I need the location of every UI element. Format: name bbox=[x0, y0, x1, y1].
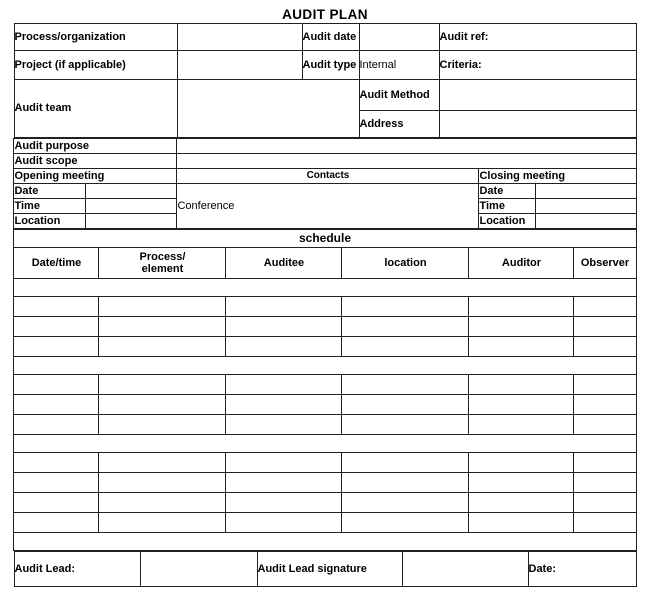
audit-lead-signature-label: Audit Lead signature bbox=[257, 552, 402, 587]
schedule-row bbox=[14, 297, 636, 317]
schedule-cell[interactable] bbox=[574, 375, 636, 395]
schedule-cell[interactable] bbox=[99, 395, 226, 415]
schedule-column-header-line: Process/ bbox=[139, 250, 186, 263]
schedule-cell[interactable] bbox=[99, 415, 226, 435]
audit-method-label: Audit Method bbox=[359, 80, 439, 111]
schedule-cell[interactable] bbox=[342, 337, 469, 357]
project-label: Project (if applicable) bbox=[14, 51, 177, 80]
schedule-cell[interactable] bbox=[469, 395, 574, 415]
schedule-cell[interactable] bbox=[14, 473, 99, 493]
closing-date-label: Date bbox=[479, 184, 536, 199]
audit-date-label: Audit date bbox=[302, 24, 359, 51]
audit-date-field[interactable] bbox=[359, 24, 439, 51]
audit-type-value[interactable]: Internal bbox=[359, 51, 439, 80]
schedule-cell[interactable] bbox=[14, 375, 99, 395]
schedule-spacer-row bbox=[14, 533, 636, 551]
schedule-cell[interactable] bbox=[14, 493, 99, 513]
schedule-cell[interactable] bbox=[14, 337, 99, 357]
schedule-cell[interactable] bbox=[574, 337, 636, 357]
schedule-row bbox=[14, 395, 636, 415]
schedule-row bbox=[14, 415, 636, 435]
schedule-column-header bbox=[14, 248, 99, 279]
table-row bbox=[14, 24, 636, 51]
schedule-section-title: schedule bbox=[14, 230, 636, 248]
schedule-spacer-row bbox=[14, 435, 636, 453]
closing-meeting-header: Closing meeting bbox=[479, 169, 636, 184]
audit-lead-signature-field[interactable] bbox=[402, 552, 528, 587]
schedule-cell[interactable] bbox=[226, 473, 342, 493]
signature-date-label: Date: bbox=[528, 552, 636, 587]
schedule-column-header-line: element bbox=[141, 263, 184, 275]
schedule-cell[interactable] bbox=[469, 473, 574, 493]
closing-location-label: Location bbox=[479, 214, 536, 229]
schedule-column-header bbox=[342, 248, 469, 279]
opening-location-field[interactable] bbox=[86, 214, 177, 229]
closing-location-field[interactable] bbox=[536, 214, 636, 229]
schedule-cell[interactable] bbox=[342, 317, 469, 337]
schedule-column-header bbox=[574, 248, 636, 279]
audit-purpose-label: Audit purpose bbox=[14, 139, 177, 154]
address-label: Address bbox=[359, 111, 439, 138]
schedule-cell[interactable] bbox=[14, 415, 99, 435]
schedule-cell[interactable] bbox=[99, 297, 226, 317]
schedule-row bbox=[14, 493, 636, 513]
schedule-cell[interactable] bbox=[14, 513, 99, 533]
schedule-spacer-row bbox=[14, 357, 636, 375]
closing-time-field[interactable] bbox=[536, 199, 636, 214]
schedule-cell[interactable] bbox=[226, 415, 342, 435]
schedule-cell[interactable] bbox=[469, 297, 574, 317]
closing-time-label: Time bbox=[479, 199, 536, 214]
opening-time-label: Time bbox=[14, 199, 86, 214]
schedule-row bbox=[14, 473, 636, 493]
schedule-cell[interactable] bbox=[226, 395, 342, 415]
audit-team-field[interactable] bbox=[177, 80, 359, 138]
schedule-cell[interactable] bbox=[99, 513, 226, 533]
contacts-header: Contacts bbox=[177, 169, 479, 184]
process-organization-label: Process/organization bbox=[14, 24, 177, 51]
process-organization-field[interactable] bbox=[177, 24, 302, 51]
opening-time-field[interactable] bbox=[86, 199, 177, 214]
schedule-cell[interactable] bbox=[469, 415, 574, 435]
schedule-table bbox=[13, 229, 636, 551]
schedule-cell[interactable] bbox=[342, 395, 469, 415]
schedule-cell[interactable] bbox=[99, 453, 226, 473]
schedule-cell[interactable] bbox=[226, 493, 342, 513]
table-row bbox=[14, 154, 636, 169]
page-title: AUDIT PLAN bbox=[282, 7, 368, 22]
schedule-row bbox=[14, 317, 636, 337]
schedule-cell[interactable] bbox=[574, 453, 636, 473]
schedule-cell[interactable] bbox=[342, 415, 469, 435]
schedule-cell[interactable] bbox=[99, 375, 226, 395]
opening-date-field[interactable] bbox=[86, 184, 177, 199]
schedule-cell[interactable] bbox=[342, 513, 469, 533]
schedule-cell[interactable] bbox=[342, 493, 469, 513]
schedule-row bbox=[14, 453, 636, 473]
schedule-cell[interactable] bbox=[14, 297, 99, 317]
schedule-cell[interactable] bbox=[226, 317, 342, 337]
schedule-column-header-line: location bbox=[384, 256, 427, 269]
schedule-cell[interactable] bbox=[574, 415, 636, 435]
schedule-cell[interactable] bbox=[226, 513, 342, 533]
schedule-column-header bbox=[469, 248, 574, 279]
schedule-cell[interactable] bbox=[574, 513, 636, 533]
signature-table bbox=[14, 551, 637, 587]
schedule-cell[interactable] bbox=[226, 375, 342, 395]
schedule-cell[interactable] bbox=[99, 337, 226, 357]
schedule-spacer-row bbox=[14, 279, 636, 297]
schedule-cell[interactable] bbox=[342, 375, 469, 395]
schedule-cell[interactable] bbox=[99, 493, 226, 513]
audit-scope-label: Audit scope bbox=[14, 154, 177, 169]
criteria-label: Criteria: bbox=[439, 51, 636, 80]
table-row bbox=[14, 230, 636, 248]
schedule-row bbox=[14, 375, 636, 395]
header-info-table bbox=[14, 23, 637, 138]
schedule-column-header bbox=[226, 248, 342, 279]
audit-lead-label: Audit Lead: bbox=[14, 552, 140, 587]
schedule-cell[interactable] bbox=[469, 453, 574, 473]
schedule-row bbox=[14, 513, 636, 533]
audit-type-label: Audit type bbox=[302, 51, 359, 80]
schedule-header-row bbox=[14, 248, 636, 279]
table-row bbox=[14, 552, 636, 587]
schedule-cell[interactable] bbox=[574, 395, 636, 415]
schedule-spacer-cell[interactable] bbox=[14, 357, 636, 375]
table-row bbox=[14, 51, 636, 80]
project-field[interactable] bbox=[177, 51, 302, 80]
schedule-cell[interactable] bbox=[574, 297, 636, 317]
schedule-cell[interactable] bbox=[469, 375, 574, 395]
schedule-cell[interactable] bbox=[14, 453, 99, 473]
schedule-spacer-cell[interactable] bbox=[14, 435, 636, 453]
schedule-cell[interactable] bbox=[99, 317, 226, 337]
schedule-cell[interactable] bbox=[99, 473, 226, 493]
schedule-cell[interactable] bbox=[469, 317, 574, 337]
schedule-row bbox=[14, 337, 636, 357]
schedule-cell[interactable] bbox=[469, 513, 574, 533]
schedule-spacer-cell[interactable] bbox=[14, 279, 636, 297]
schedule-column-header-line: Auditor bbox=[501, 256, 542, 269]
audit-lead-field[interactable] bbox=[140, 552, 257, 587]
schedule-cell[interactable] bbox=[14, 317, 99, 337]
opening-date-label: Date bbox=[14, 184, 86, 199]
audit-scope-field[interactable] bbox=[177, 154, 636, 169]
purpose-and-meetings-table bbox=[13, 138, 636, 229]
schedule-cell[interactable] bbox=[342, 473, 469, 493]
schedule-cell[interactable] bbox=[469, 493, 574, 513]
audit-team-label: Audit team bbox=[14, 80, 177, 138]
table-row bbox=[14, 169, 636, 184]
schedule-cell[interactable] bbox=[226, 297, 342, 317]
audit-method-field[interactable] bbox=[439, 80, 636, 111]
schedule-cell[interactable] bbox=[226, 453, 342, 473]
schedule-column-header bbox=[99, 248, 226, 279]
schedule-column-header-line: Observer bbox=[580, 256, 630, 269]
contacts-field[interactable]: Conference bbox=[177, 184, 479, 229]
schedule-cell[interactable] bbox=[226, 337, 342, 357]
schedule-cell[interactable] bbox=[342, 453, 469, 473]
schedule-cell[interactable] bbox=[14, 395, 99, 415]
audit-purpose-field[interactable] bbox=[177, 139, 636, 154]
address-field[interactable] bbox=[439, 111, 636, 138]
audit-ref-label: Audit ref: bbox=[439, 24, 636, 51]
schedule-cell[interactable] bbox=[574, 317, 636, 337]
schedule-cell[interactable] bbox=[574, 493, 636, 513]
schedule-cell[interactable] bbox=[574, 473, 636, 493]
table-row bbox=[14, 80, 636, 111]
schedule-cell[interactable] bbox=[342, 297, 469, 317]
schedule-column-header-line: Date/time bbox=[31, 256, 82, 269]
schedule-spacer-cell[interactable] bbox=[14, 533, 636, 551]
table-row bbox=[14, 184, 636, 199]
schedule-column-header-line: Auditee bbox=[263, 256, 305, 269]
opening-meeting-header: Opening meeting bbox=[14, 169, 177, 184]
table-row bbox=[14, 139, 636, 154]
opening-location-label: Location bbox=[14, 214, 86, 229]
schedule-cell[interactable] bbox=[469, 337, 574, 357]
closing-date-field[interactable] bbox=[536, 184, 636, 199]
